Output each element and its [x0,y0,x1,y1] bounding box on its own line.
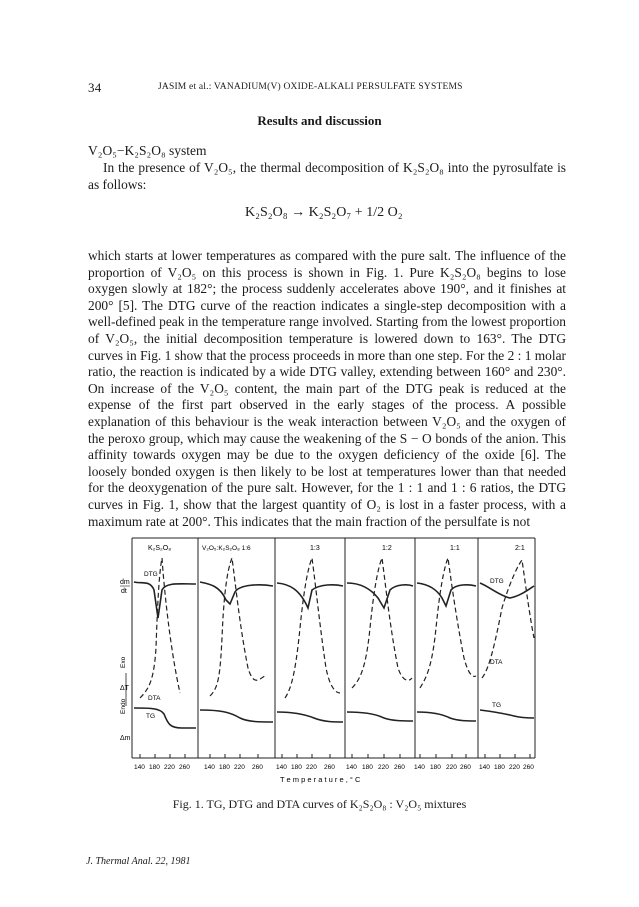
running-title: JASIM et al.: VANADIUM(V) OXIDE-ALKALI PERSULFATE SYSTEMS [158,82,463,92]
dta-curves [140,558,534,698]
x-axis-title: T e m p e r a t u r e , ° C [280,775,361,784]
svg-text:180: 180 [430,764,441,771]
figure-caption: Fig. 1. TG, DTG and DTA curves of K₂S₂O₈ : V₂O₅ mixtures [172,797,467,811]
panel-label-1: K₂S₂O₈ [148,545,172,552]
figure-1 [120,528,540,790]
svg-text:180: 180 [291,764,302,771]
y-label-delta-t: ΔT [120,685,129,692]
svg-text:140: 140 [276,764,287,771]
y-label-endo: Endo [120,698,127,714]
dtg-curves [134,582,534,618]
svg-text:180: 180 [494,764,505,771]
svg-text:140: 140 [346,764,357,771]
y-label-delta-m: Δm [120,735,131,742]
y-label-dm: dm [120,579,130,586]
svg-text:260: 260 [460,764,471,771]
y-label-dt: dt [121,588,127,595]
svg-text:180: 180 [219,764,230,771]
x-tick-labels [134,764,534,771]
svg-text:220: 220 [234,764,245,771]
panel-label-3: 1:3 [310,545,320,552]
label-tg-right: TG [492,702,502,709]
svg-text:220: 220 [164,764,175,771]
svg-text:220: 220 [378,764,389,771]
panel-label-4: 1:2 [382,545,392,552]
label-dta-right: DTA [490,659,503,666]
section-title: Results and discussion [257,113,382,128]
journal-reference: J. Thermal Anal. 22, 1981 [86,856,191,867]
svg-text:260: 260 [394,764,405,771]
svg-text:220: 220 [509,764,520,771]
thermal-curves-plot [120,528,540,790]
label-dta-left: DTA [148,695,161,702]
label-tg-left: TG [146,713,156,720]
svg-text:180: 180 [149,764,160,771]
equation: K₂S₂O₈ → K₂S₂O₇ + 1/2 O₂ [245,205,403,220]
panel-label-5: 1:1 [450,545,460,552]
panel-label-2: V₂O₅:K₂S₂O₈ 1:6 [202,545,251,552]
svg-text:260: 260 [252,764,263,771]
y-label-exo: Exo [120,656,127,668]
svg-text:260: 260 [179,764,190,771]
svg-text:140: 140 [479,764,490,771]
paragraph-2: which starts at lower temperatures as compared with the pure salt. The influence of the proportion of V₂O₅ on this process is shown in Fig. 1. Pure K₂S₂O₈ begins to lose oxygen slowly at 182°; the process suddenly accelerates above 190°, and it finishes at 200° [5]. The DTG curve of the reaction indicates a single-step decomposition with a well-defined peak in the temperature range involved. Starting from the lowest proportion of V₂O₅, the initial decomposition temperature is lowered down to 163°. The DTG curves in Fig. 1 show that the process proceeds in more than one step. For the 2 : 1 molar ratio, the reaction is indicated by a wide DTG valley, extending between 160° and 230°. On increase of the V₂O₅ content, the main part of the DTG peak is reduced at the expense of the first part observed in the early stages of the process. A possible explanation of this behaviour is the weak interaction between V₂O₅ and the oxygen of the peroxo group, which may cause the weakening of the S − O bonds of the anion. This affinity towards oxygen may be due to the oxygen deficiency of the oxide [6]. The loosely bonded oxygen is then likely to be lost at temperatures lower than that needed for the deoxygenation of the pure salt. However, for the 1 : 1 and 1 : 6 ratios, the DTG curves in Fig. 1, show that the largest quantity of O₂ is lost in a faster process, with a maximum rate at 200°. This indicates that the main fraction of the persulfate is not [88,248,566,529]
svg-text:260: 260 [523,764,534,771]
paragraph-1: In the presence of V₂O₅, the thermal decomposition of K₂S₂O₈ into the pyrosulfate is as follows: [88,160,566,192]
svg-text:140: 140 [134,764,145,771]
panel-dividers [132,538,535,758]
label-dtg-left: DTG [144,571,158,578]
page-number: 34 [88,80,102,95]
svg-text:220: 220 [446,764,457,771]
subheading: V₂O₅−K₂S₂O₈ system [88,143,207,158]
svg-text:140: 140 [204,764,215,771]
svg-text:180: 180 [362,764,373,771]
panel-label-6: 2:1 [515,545,525,552]
svg-text:220: 220 [306,764,317,771]
label-dtg-right: DTG [490,578,504,585]
svg-text:140: 140 [414,764,425,771]
tg-curves [134,708,534,728]
svg-text:260: 260 [324,764,335,771]
